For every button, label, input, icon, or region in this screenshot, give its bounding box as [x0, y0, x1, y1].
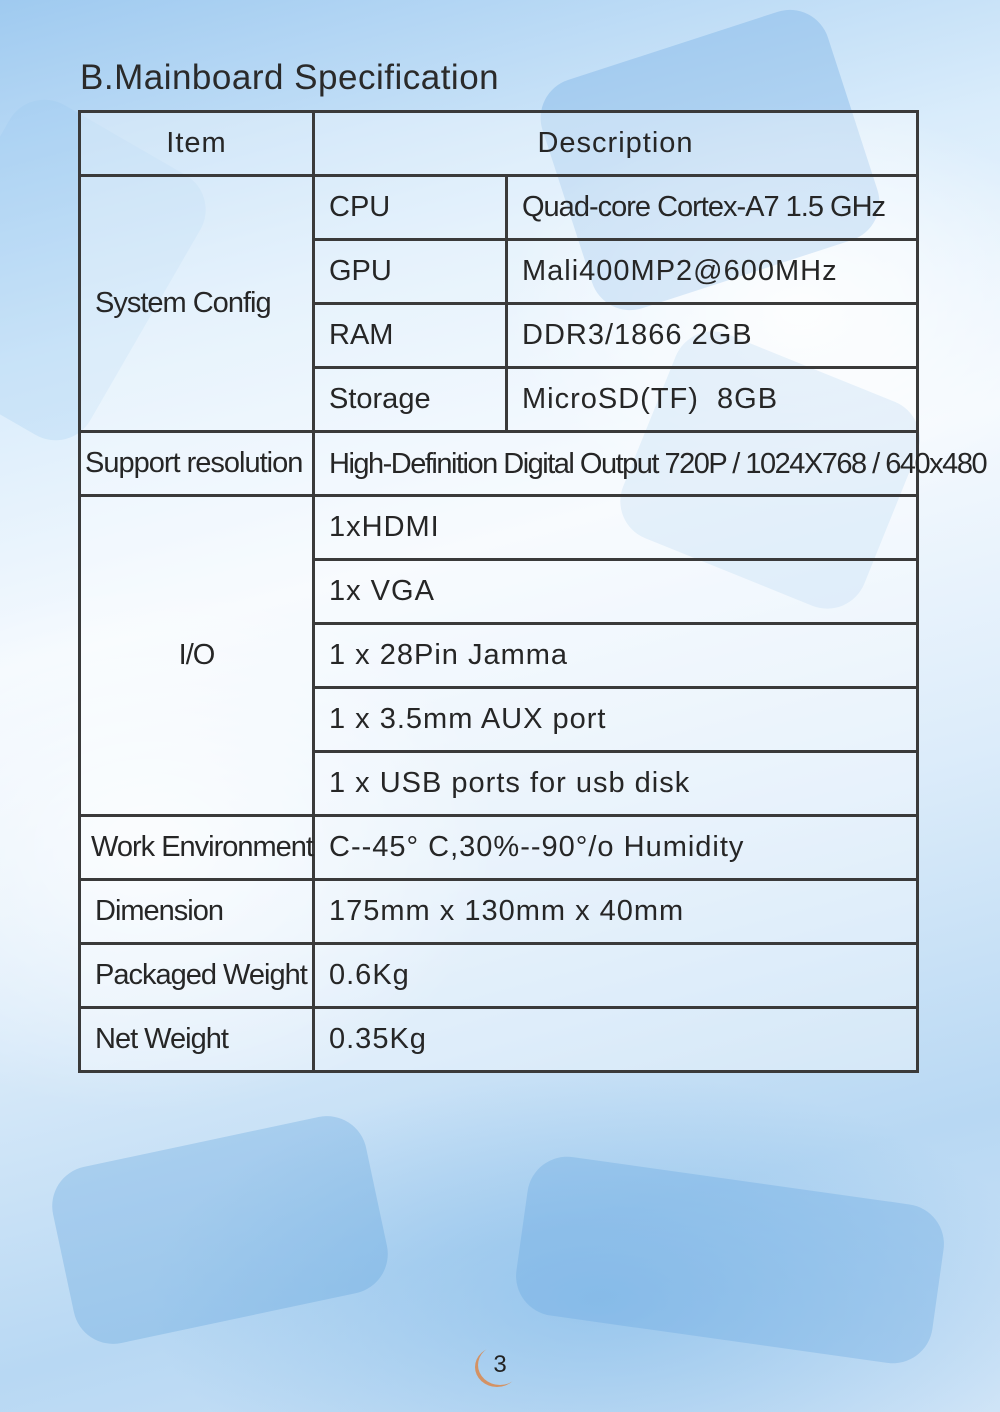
table-row [80, 496, 918, 560]
spec-name-storage: Storage [314, 368, 507, 432]
category-support-resolution: Support resolution [80, 432, 314, 496]
table-row [80, 944, 918, 1008]
spec-value-work-environment: C--45° C,30%--90°/o Humidity [314, 816, 918, 880]
spec-value-gpu: Mali400MP2@600MHz [507, 240, 918, 304]
io-item: 1x VGA [314, 560, 918, 624]
spec-name-ram: RAM [314, 304, 507, 368]
header-description: Description [314, 112, 918, 176]
spec-table [78, 110, 987, 1073]
spec-value-packaged-weight: 0.6Kg [314, 944, 918, 1008]
io-item: 1 x 28Pin Jamma [314, 624, 918, 688]
category-system-config: System Config [80, 176, 314, 432]
io-item: 1 x USB ports for usb disk [314, 752, 918, 816]
category-work-environment: Work Environment [80, 816, 314, 880]
table-row [80, 1008, 918, 1072]
table-row [80, 176, 918, 240]
spec-name-cpu: CPU [314, 176, 507, 240]
category-net-weight: Net Weight [80, 1008, 314, 1072]
table-header-row [80, 112, 918, 176]
spec-value-storage: MicroSD(TF) 8GB [507, 368, 918, 432]
io-item: 1xHDMI [314, 496, 918, 560]
spec-value-dimension: 175mm x 130mm x 40mm [314, 880, 918, 944]
table-row [80, 880, 918, 944]
spec-name-gpu: GPU [314, 240, 507, 304]
page-number: 3 [478, 1345, 522, 1385]
spec-value-ram: DDR3/1866 2GB [507, 304, 918, 368]
io-item: 1 x 3.5mm AUX port [314, 688, 918, 752]
category-packaged-weight: Packaged Weight [80, 944, 314, 1008]
category-io: I/O [80, 496, 314, 816]
background-shape [45, 1109, 395, 1352]
page-title: B.Mainboard Specification [80, 58, 500, 97]
background-shape [511, 1152, 949, 1369]
header-item: Item [80, 112, 314, 176]
spec-value-resolution: High-Definition Digital Output 720P / 1024X768 / 640x480 [314, 432, 918, 496]
spec-value-net-weight: 0.35Kg [314, 1008, 918, 1072]
table-row [80, 432, 918, 496]
spec-value-cpu: Quad-core Cortex-A7 1.5 GHz [507, 176, 918, 240]
table-row [80, 816, 918, 880]
category-dimension: Dimension [80, 880, 314, 944]
